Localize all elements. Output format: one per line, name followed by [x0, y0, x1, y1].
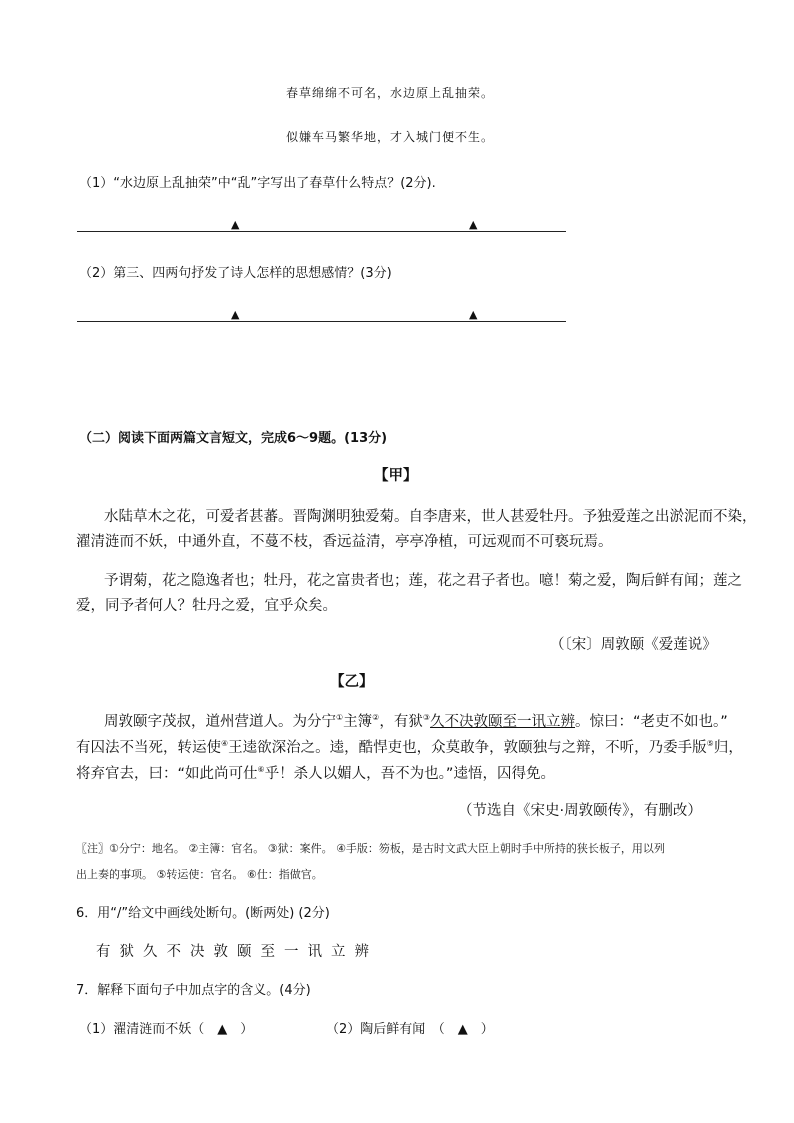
question-6: 6．用“/”给文中画线处断句。(断两处) (2分) — [76, 906, 330, 921]
question-6-sentence: 有狱久不决敦颐至一讯立辨 — [96, 944, 378, 960]
question-1: （1）“水边原上乱抽荣”中“乱”字写出了春草什么特点？(2分). — [79, 176, 436, 191]
poem-line-2: 似嫌车马繁华地，才入城门便不生。 — [286, 130, 495, 144]
passage-jia-title: 【甲】 — [374, 468, 418, 484]
jia-paragraph-2-line-1: 予谓菊，花之隐逸者也；牡丹，花之富贵者也；莲，花之君子者也。噫！菊之爱，陶后鲜有闻；莲之 — [104, 573, 742, 589]
yi-line-3: 将弃官去，曰：“如此尚可仕⑥乎！杀人以媚人，吾不为也。”逵悟，囚得免。 — [76, 765, 555, 782]
question-7: 7．解释下面句子中加点字的含义。(4分) — [76, 983, 311, 998]
yi-line-2: 有囚法不当死，转运使④王逵欲深治之。逵，酷悍吏也，众莫敢争，敦颐独与之辩，不听，乃委手版⑤归， — [76, 739, 743, 756]
yi-source: （节选自《宋史·周敦颐传》，有删改） — [458, 803, 702, 819]
answer-placeholder-icon: ▲ — [231, 218, 240, 231]
yi-line-1: 周敦颐字茂叔，道州营道人。为分宁①主簿②，有狱③久不决敦颐至一讯立辨。惊曰：“老吏不如也。” — [104, 713, 728, 730]
answer-placeholder-icon: ▲ — [469, 308, 478, 321]
section-heading: （二）阅读下面两篇文言短文，完成6～9题。(13分) — [79, 431, 388, 446]
notes-line-1: 〖注〗①分宁：地名。 ②主簿：官名。 ③狱：案件。 ④手版：笏板，是古时文武大臣上朝时手中所持的狭长板子，用以列 — [76, 842, 665, 855]
jia-paragraph-2-line-2: 爱，同予者何人？牡丹之爱，宜乎众矣。 — [76, 598, 337, 614]
question-2: （2）第三、四两句抒发了诗人怎样的思想感情？(3分) — [79, 266, 392, 281]
question-7-item-2: （2）陶后鲜有闻 （ ▲ ） — [326, 1022, 494, 1037]
jia-paragraph-1-line-1: 水陆草木之花，可爱者甚蕃。晋陶渊明独爱菊。自李唐来，世人甚爱牡丹。予独爱莲之出淤泥而不染， — [104, 509, 757, 525]
notes-line-2: 出上奏的事项。 ⑤转运使：官名。 ⑥仕：指做官。 — [76, 868, 323, 881]
answer-placeholder-icon: ▲ — [231, 308, 240, 321]
jia-source: （〔宋〕周敦颐《爱莲说》 — [550, 637, 717, 653]
underlined-sentence: 久不决敦颐至一讯立辨 — [430, 714, 576, 730]
poem-line-1: 春草绵绵不可名，水边原上乱抽荣。 — [286, 86, 495, 100]
passage-yi-title: 【乙】 — [330, 674, 374, 690]
answer-placeholder-icon: ▲ — [469, 218, 478, 231]
answer-line-1[interactable] — [77, 231, 566, 232]
answer-line-2[interactable] — [77, 321, 566, 322]
jia-paragraph-1-line-2: 濯清涟而不妖，中通外直，不蔓不枝，香远益清，亭亭净植，可远观而不可亵玩焉。 — [76, 534, 613, 550]
question-7-item-1: （1）濯清涟而不妖（ ▲ ） — [79, 1022, 254, 1037]
